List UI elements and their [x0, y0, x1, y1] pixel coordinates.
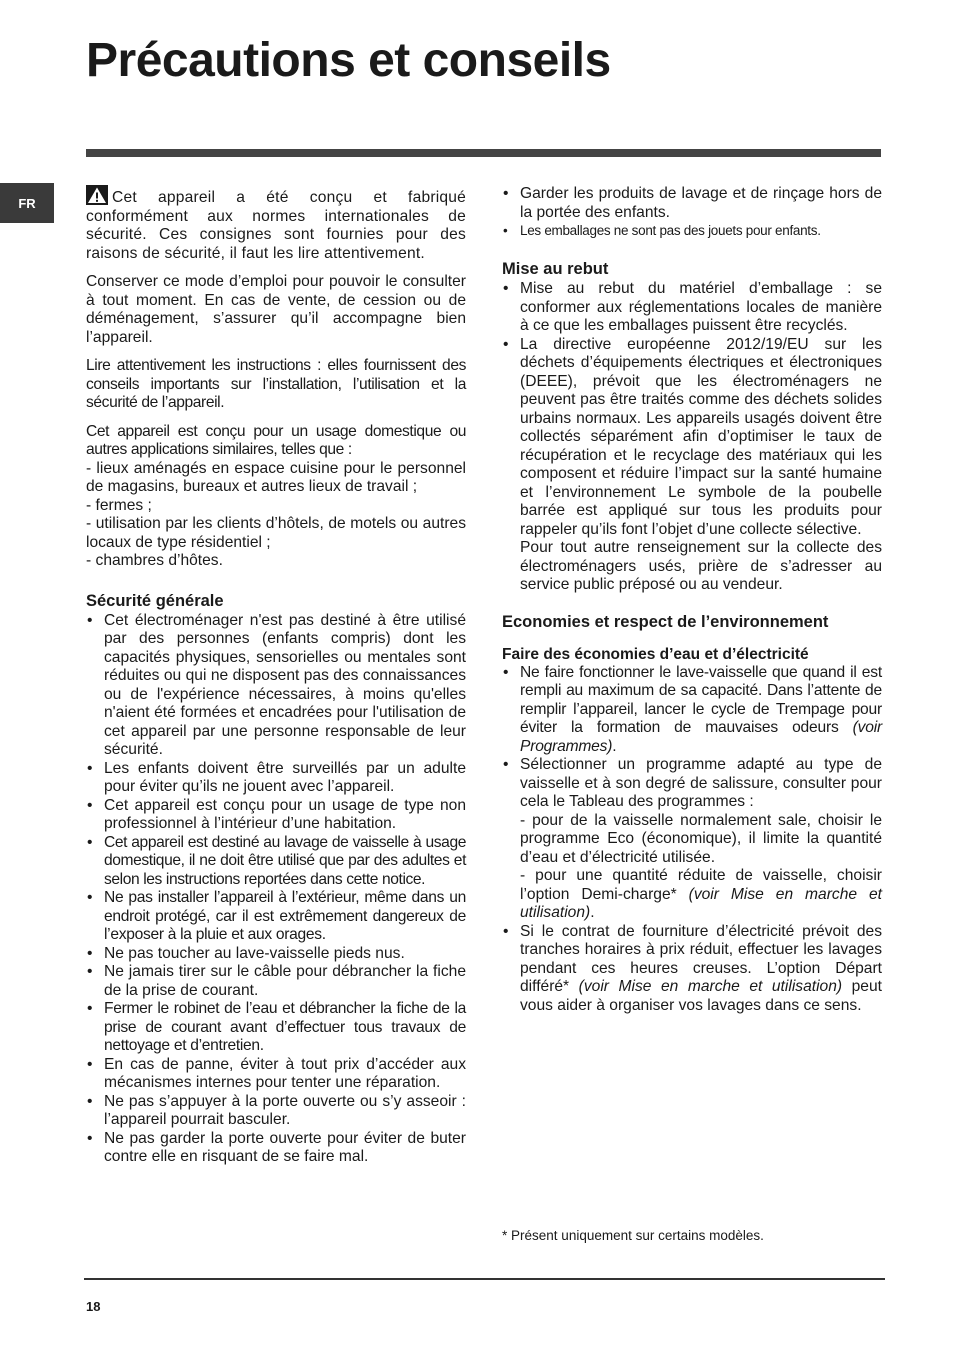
usage-item: - lieux aménagés en espace cuisine pour le personnel de magasins, bureaux et autres lieux de travail ;	[86, 459, 466, 495]
usage-item: - chambres d’hôtes.	[86, 552, 223, 569]
security-item: • Cet électroménager n'est pas destiné à être utilisé par des personnes (enfants compris) dont les capacités physiques, sensorielles ou mentales sont réduites ou qui ne disposent pas des connaissances ou de l'expérience nécessaires, à moins qu'elles n'aient été formées et encadrées pour l'utilisation de cet appareil par une personne responsable de leur sécurité.	[86, 612, 466, 760]
security-item: • Cet appareil est destiné au lavage de vaisselle à usage domestique, il ne doit être utilisé que par des adultes et selon les instructions reportées dans cette notice.	[86, 834, 466, 890]
eco-item-ref: (voir Programmes)	[520, 719, 882, 755]
eco-sub-item: - pour une quantité réduite de vaisselle, choisir l’option Demi-charge* (voir Mise en marche et utilisation).	[520, 867, 882, 921]
right-column	[502, 185, 882, 1023]
page-title: Précautions et conseils	[86, 34, 611, 87]
eco-sub-item: - pour de la vaisselle normalement sale, choisir le programme Eco (économique), il limite la quantité d’eau et d’électricité utilisée.	[520, 811, 882, 866]
eco-item-text-end: peut vous aider à organiser vos lavages dans ce sens.	[520, 978, 882, 1014]
intro-paragraph-3: Lire attentivement les instructions : elles fournissent des conseils importants sur l’installation, l’utilisation et la sécurité de l’appareil.	[86, 357, 466, 411]
disposal-item: • La directive européenne 2012/19/EU sur les déchets d’équipements électriques et électroniques (DEEE), prévoit que les électroménagers ne peuvent pas être traités comme des déchets solides urbains normaux. Les appareils usagés doivent être collectés séparément afin d’optimiser le taux de récupération et le recyclage des matériaux qui les composent et réduire l’impact sur la santé humaine et l’environnement Le symbole de la poubelle barrée est appliqué sur tous les produits pour rappeler qu’ils font l’objet d’une collecte sélective.	[502, 336, 882, 540]
usage-intro: Cet appareil est conçu pour un usage domestique ou autres applications similaires, telles que :	[86, 422, 466, 458]
title-divider	[86, 149, 881, 157]
security-heading: Sécurité générale	[86, 591, 224, 610]
security-item: • Les enfants doivent être surveillés par un adulte pour éviter qu’ils ne jouent avec l’appareil.	[86, 760, 466, 797]
left-column	[86, 185, 466, 1175]
language-tab: FR	[0, 183, 54, 223]
security-item: • Ne jamais tirer sur le câble pour débrancher la fiche de la prise de courant.	[86, 963, 466, 1000]
page-number: 18	[86, 1299, 101, 1314]
security-item: • Ne pas garder la porte ouverte pour éviter de buter contre elle en risquant de se faire mal.	[86, 1130, 466, 1167]
eco-subheading: Faire des économies d’eau et d’électricité	[502, 645, 809, 663]
eco-item-text: Sélectionner un programme adapté au type de vaisselle et à son degré de salissure, consulter pour cela le Tableau des programmes :	[520, 756, 882, 810]
security-item: • Ne pas toucher au lave-vaisselle pieds nus.	[86, 945, 466, 964]
intro-paragraph	[86, 185, 466, 263]
safety-item: • Garder les produits de lavage et de rinçage hors de la portée des enfants.	[502, 185, 882, 222]
warning-icon	[86, 185, 108, 205]
eco-item: • Ne faire fonctionner le lave-vaisselle que quand il est rempli au maximum de sa capacité. Dans l’attente de remplir l’appareil, lancer le cycle de Trempage pour éviter la formation de mauvaises odeurs (voir Programmes).	[502, 664, 882, 757]
eco-heading: Economies et respect de l’environnement	[502, 612, 829, 631]
eco-sub-item-text: - pour une quantité réduite de vaisselle, choisir l’option Demi-charge*	[520, 867, 882, 903]
eco-sub-item-ref: (voir Mise en marche et utilisation)	[520, 885, 882, 921]
eco-item	[502, 756, 882, 923]
security-item: • Ne pas s’appuyer à la porte ouverte ou s’y asseoir : l’appareil pourrait basculer.	[86, 1093, 466, 1130]
usage-item: - utilisation par les clients d’hôtels, de motels ou autres locaux de type résidentiel ;	[86, 515, 466, 551]
footer-divider	[84, 1278, 885, 1280]
disposal-list	[502, 280, 882, 539]
eco-item-ref: (voir Mise en marche et utilisation)	[578, 978, 843, 995]
safety-list-continued	[502, 185, 882, 240]
security-list	[86, 612, 466, 1167]
security-item: • Fermer le robinet de l’eau et débrancher la fiche de la prise de courant avant d’effectuer tous travaux de nettoyage et d’entretien.	[86, 1000, 466, 1056]
disposal-heading: Mise au rebut	[502, 260, 609, 278]
eco-list	[502, 664, 882, 1016]
footnote-text: Présent uniquement sur certains modèles.	[511, 1228, 764, 1243]
disposal-extra: Pour tout autre renseignement sur la collecte des électroménagers usés, prière de s’adresser au service public préposé ou au vendeur.	[520, 539, 882, 593]
security-item: • Cet appareil est conçu pour un usage de type non professionnel à l’intérieur d’une habitation.	[86, 797, 466, 834]
safety-item: • Les emballages ne sont pas des jouets pour enfants.	[502, 222, 882, 240]
eco-item-text: Si le contrat de fourniture d’électricité prévoit des tranches horaires à prix réduit, effectuer les lavages pendant ces heures creuses. L’option Départ différé*	[520, 922, 882, 995]
security-item: • Ne pas installer l’appareil à l’extérieur, même dans un endroit protégé, car il est extrêmement dangereux de l’exposer à la pluie et aux orages.	[86, 889, 466, 945]
usage-list	[86, 460, 466, 571]
footnote-asterisk: *	[502, 1228, 508, 1243]
security-item: • En cas de panne, éviter à tout prix d’accéder aux mécanismes internes pour tenter une réparation.	[86, 1056, 466, 1093]
disposal-item: • Mise au rebut du matériel d’emballage : se conformer aux réglementations locales de manière à ce que les emballages puissent être recyclés.	[502, 280, 882, 336]
eco-item-text: Ne faire fonctionner le lave-vaisselle que quand il est rempli au maximum de sa capacité. Dans l’attente de remplir l’appareil, lancer le cycle de Trempage pour éviter la formation de mauvaises odeurs	[520, 663, 882, 736]
eco-item	[502, 923, 882, 1016]
intro-text: Cet appareil a été conçu et fabriqué conformément aux normes internationales de sécurité. Ces consignes sont fournies pour des raisons de sécurité, il faut les lire attentivement.	[86, 189, 466, 262]
intro-paragraph-2: Conserver ce mode d’emploi pour pouvoir le consulter à tout moment. En cas de vente, de cession ou de déménagement, s’assurer qu’il accompagne bien l’appareil.	[86, 273, 466, 346]
footnote	[502, 1228, 764, 1243]
usage-item: - fermes ;	[86, 496, 152, 514]
